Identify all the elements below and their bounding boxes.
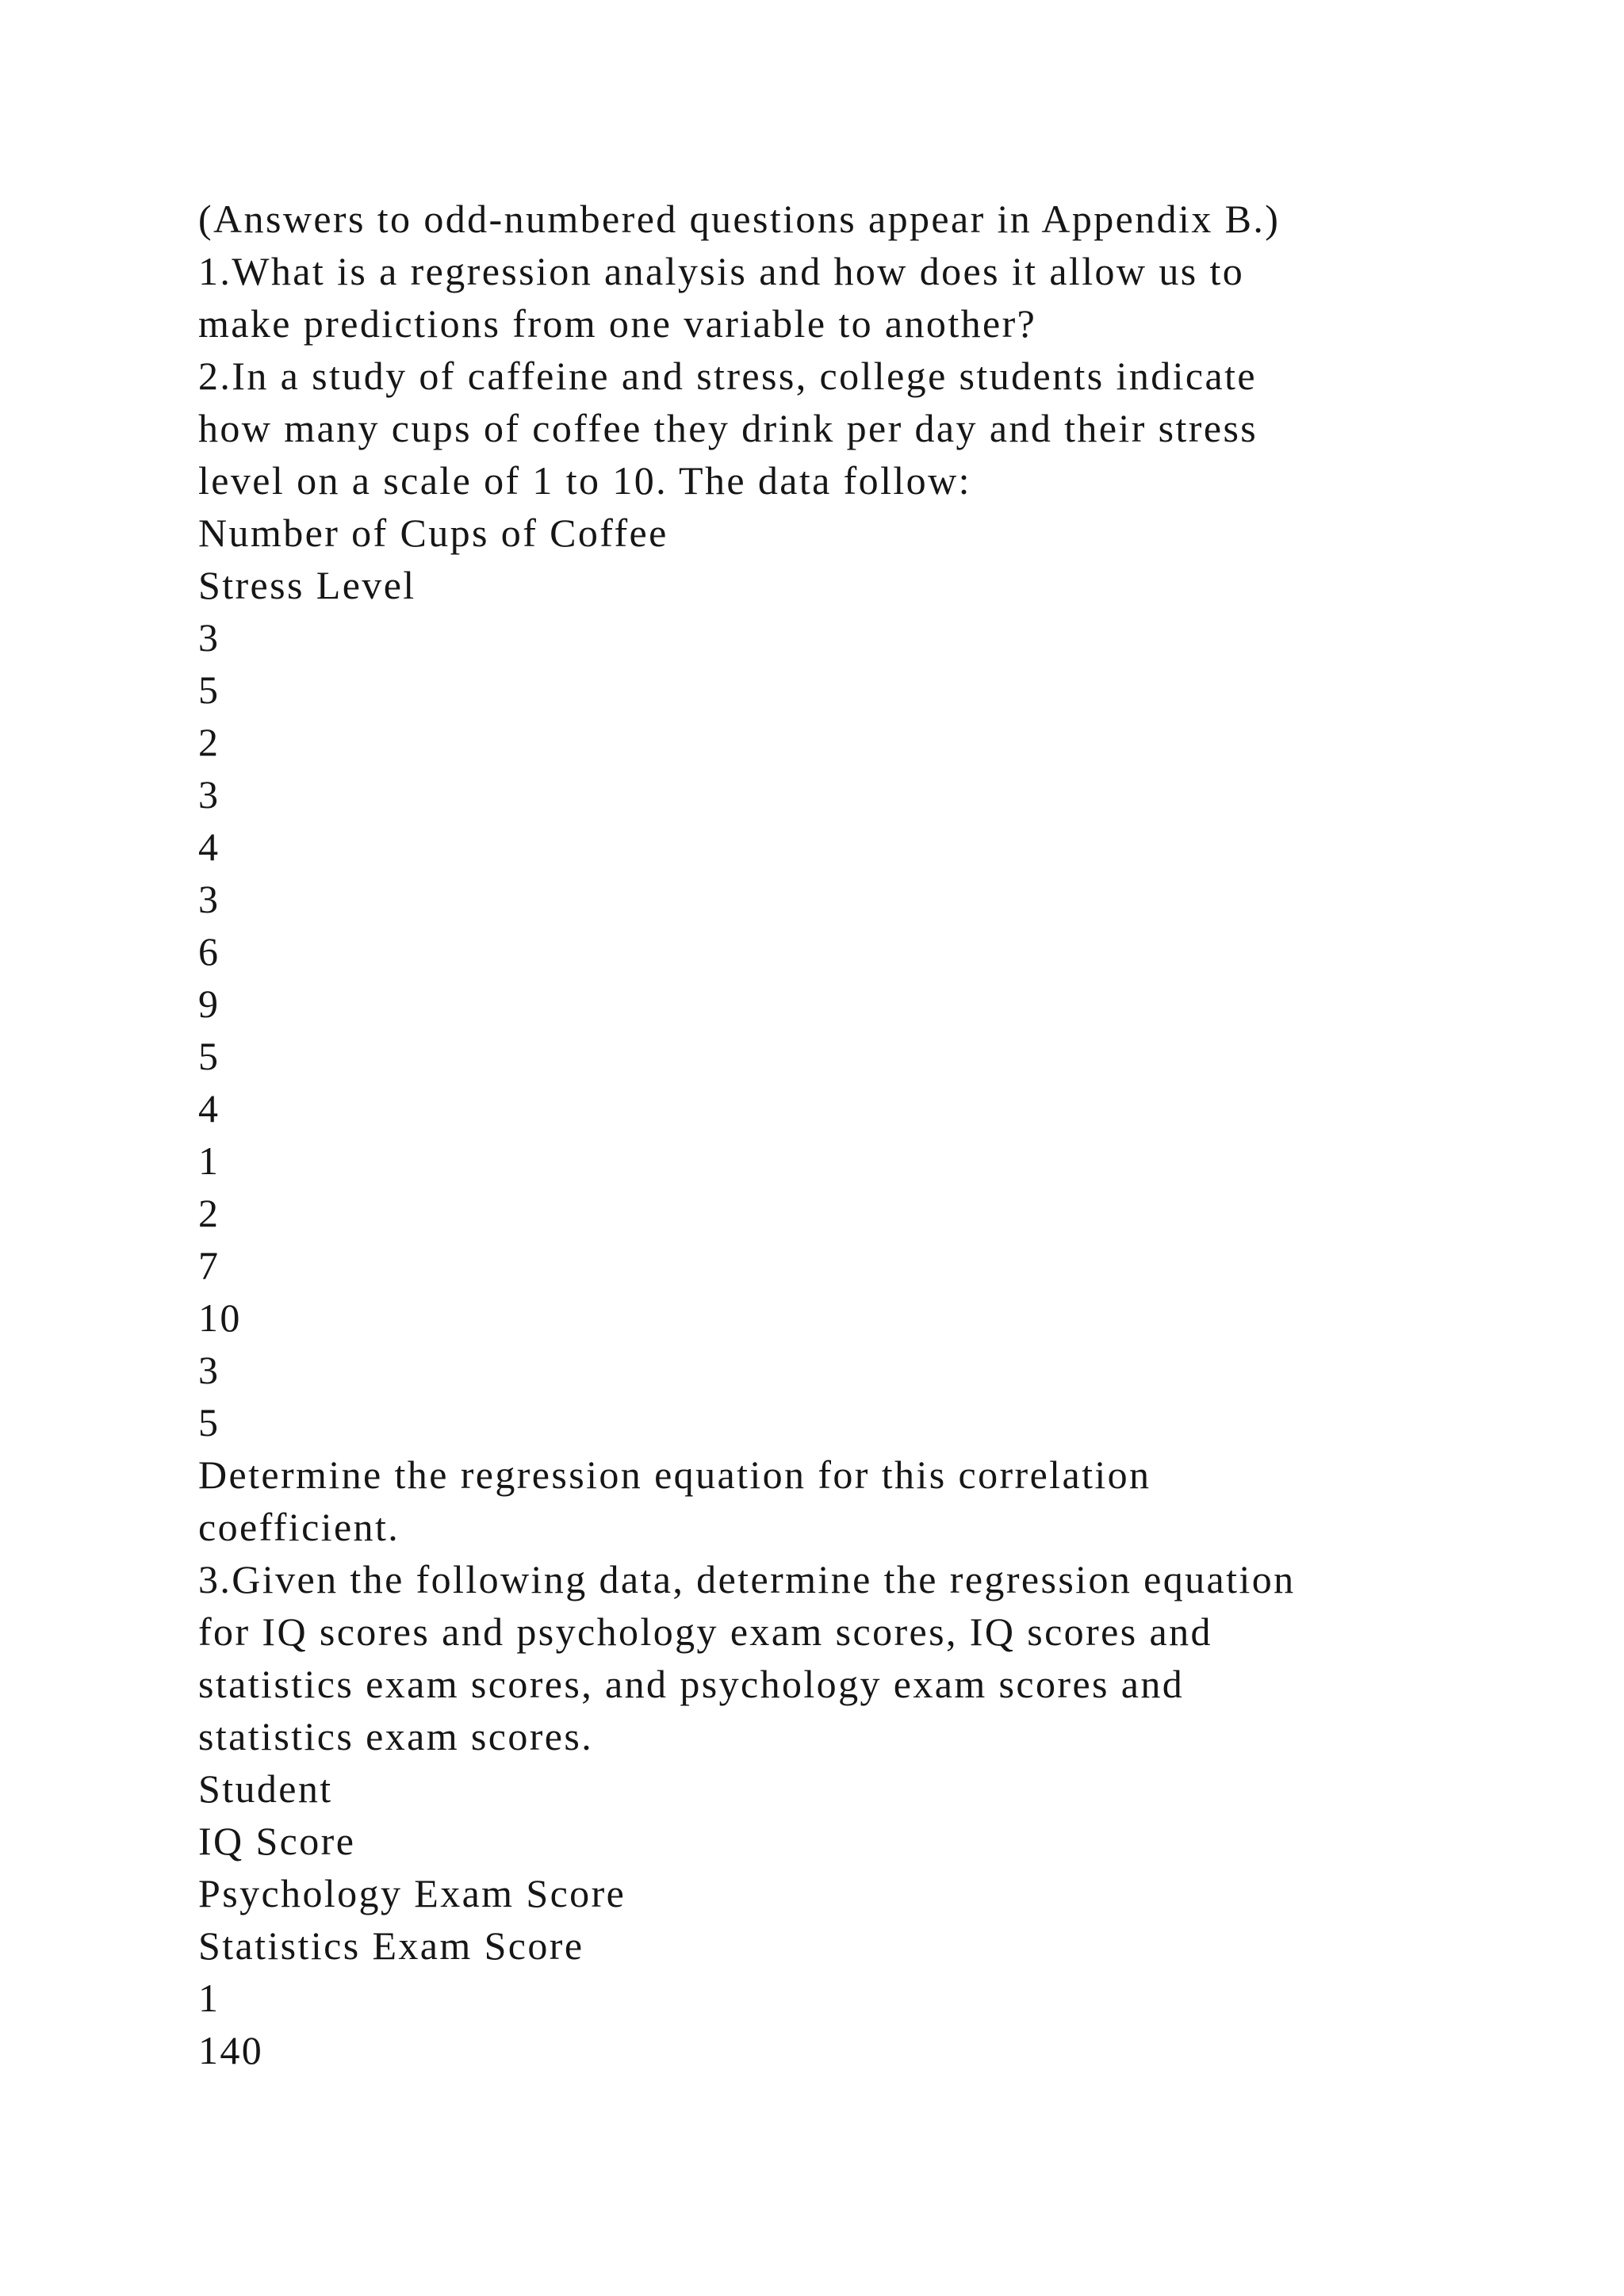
question-2-line-1: 2.In a study of caffeine and stress, college students indicate (198, 354, 1258, 398)
data-value: 4 (198, 825, 220, 869)
question-1-line-2: make predictions from one variable to another? (198, 301, 1037, 346)
student-number-value: 1 (198, 1976, 220, 2020)
data-value: 3 (198, 615, 220, 660)
iq-score-value: 140 (198, 2028, 264, 2072)
statistics-score-column-header: Statistics Exam Score (198, 1923, 584, 1968)
data-value: 3 (198, 877, 220, 921)
question-2-line-2: how many cups of coffee they drink per day and their stress (198, 406, 1258, 450)
data-value: 6 (198, 929, 220, 974)
data-value: 3 (198, 1348, 220, 1392)
data-value: 1 (198, 1138, 220, 1183)
data-value: 4 (198, 1086, 220, 1131)
question-2-instruction-line-1: Determine the regression equation for this correlation (198, 1452, 1151, 1497)
question-3-line-2: for IQ scores and psychology exam scores, IQ scores and (198, 1609, 1212, 1654)
coffee-column-header: Number of Cups of Coffee (198, 511, 668, 555)
question-2-line-3: level on a scale of 1 to 10. The data follow: (198, 458, 971, 503)
question-1-line-1: 1.What is a regression analysis and how does it allow us to (198, 249, 1245, 293)
question-3-line-4: statistics exam scores. (198, 1714, 594, 1758)
question-2-instruction-line-2: coefficient. (198, 1505, 400, 1549)
stress-column-header: Stress Level (198, 563, 416, 607)
student-column-header: Student (198, 1766, 333, 1811)
data-value: 5 (198, 1400, 220, 1445)
data-value: 10 (198, 1295, 242, 1340)
data-value: 9 (198, 982, 220, 1026)
question-3-line-1: 3.Given the following data, determine the regression equation (198, 1557, 1296, 1601)
iq-score-column-header: IQ Score (198, 1819, 356, 1863)
appendix-note: (Answers to odd-numbered questions appear in Appendix B.) (198, 197, 1281, 241)
question-3-line-3: statistics exam scores, and psychology exam scores and (198, 1662, 1185, 1706)
data-value: 3 (198, 772, 220, 817)
psychology-score-column-header: Psychology Exam Score (198, 1871, 626, 1915)
data-value: 2 (198, 1191, 220, 1235)
data-value: 5 (198, 668, 220, 712)
data-value: 2 (198, 720, 220, 764)
data-value: 7 (198, 1243, 220, 1288)
document-text (198, 193, 1435, 2076)
data-value: 5 (198, 1034, 220, 1078)
